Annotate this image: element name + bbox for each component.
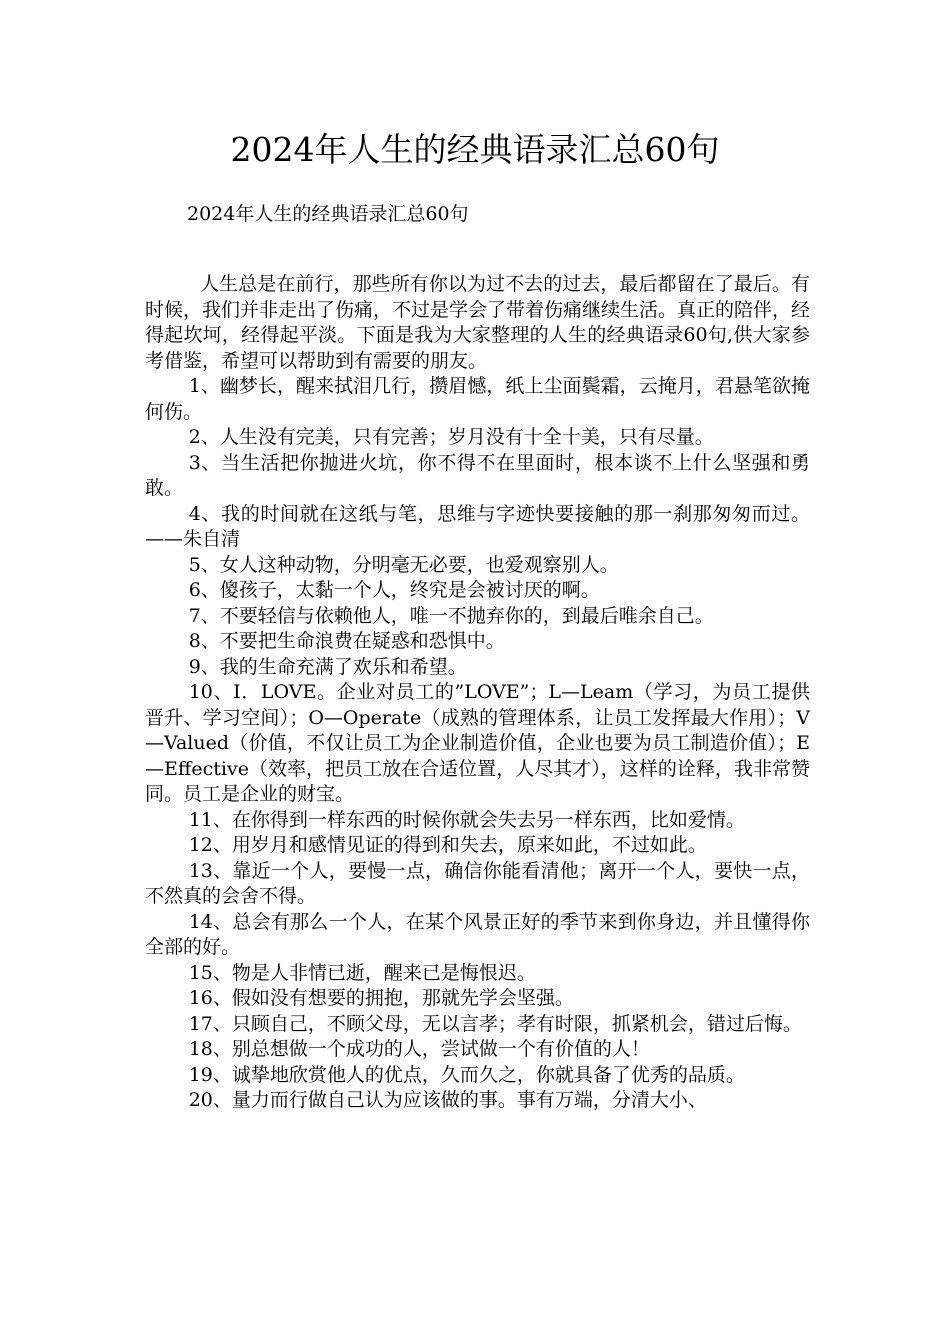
quote-paragraph: 20、量力而行做自己认为应该做的事。事有万端，分清大小、 (188, 1089, 707, 1111)
quote-paragraph: 14、总会有那么一个人，在某个风景正好的季节来到你身边，并且懂得你全部的好。 (145, 910, 810, 958)
quote-paragraph: 15、物是人非情已逝，醒来已是悔恨迟。 (188, 961, 536, 984)
quote-paragraph: 5、女人这种动物，分明毫无必要，也爱观察别人。 (188, 553, 619, 576)
quote-paragraph: 4、我的时间就在这纸与笔，思维与字迹快要接触的那一刹那匆匆而过。——朱自清 (145, 502, 810, 550)
document-title: 2024年人生的经典语录汇总60句 (230, 130, 720, 169)
document-body (145, 272, 810, 1114)
quote-paragraph: 9、我的生命充满了欢乐和希望。 (188, 655, 467, 678)
quote-paragraph: 17、只顾自己，不顾父母，无以言孝；孝有时限，抓紧机会，错过后悔。 (188, 1012, 802, 1035)
quote-paragraph: 1、幽梦长，醒来拭泪几行，攒眉憾，纸上尘面鬓霜，云掩月，君悬笔欲掩何伤。 (145, 375, 810, 423)
quote-paragraph: 11、在你得到一样东西的时候你就会失去另一样东西，比如爱情。 (188, 808, 745, 831)
quote-paragraph: 16、假如没有想要的拥抱，那就先学会坚强。 (188, 987, 574, 1009)
quote-paragraph: 19、诚挚地欣赏他人的优点，久而久之，你就具备了优秀的品质。 (188, 1063, 745, 1086)
quote-paragraph: 12、用岁月和感情见证的得到和失去，原来如此，不过如此。 (188, 834, 707, 856)
quote-paragraph: 10、I．LOVE。企业对员工的”LOVE”；L—Leam（学习，为员工提供晋升、学习空间）；O—Operate（成熟的管理体系，让员工发挥最大作用）；V—Valued（价值，不仅让员工为企业制造价值，企业也要为员工制造价值）；E—Effective（效率，把员工放在合适位置，人尽其才），这样的诠释，我非常赞同。员工是企业的财宝。 (145, 681, 810, 805)
quote-paragraph: 2、人生没有完美，只有完善；岁月没有十全十美，只有尽量。 (188, 426, 714, 448)
intro-paragraph: 人生总是在前行，那些所有你以为过不去的过去，最后都留在了最后。有时候，我们并非走出了伤痛，不过是学会了带着伤痛继续生活。真正的陪伴，经得起坎坷，经得起平淡。下面是我为大家整理的人生的经典语录60句,供大家参考借鉴，希望可以帮助到有需要的朋友。 (145, 273, 811, 372)
quote-paragraph: 13、靠近一个人，要慢一点，确信你能看清他；离开一个人，要快一点，不然真的会舍不得。 (145, 859, 810, 907)
quote-paragraph: 3、当生活把你抛进火坑，你不得不在里面时，根本谈不上什么坚强和勇敢。 (145, 451, 810, 499)
document-subtitle: 2024年人生的经典语录汇总60句 (187, 203, 469, 225)
quote-paragraph: 18、别总想做一个成功的人，尝试做一个有价值的人！ (188, 1038, 650, 1060)
quote-paragraph: 6、傻孩子，太黏一个人，终究是会被讨厌的啊。 (188, 579, 600, 601)
quote-paragraph: 7、不要轻信与依赖他人，唯一不抛弃你的，到最后唯余自己。 (188, 604, 714, 627)
quote-paragraph: 8、不要把生命浪费在疑惑和恐惧中。 (188, 630, 505, 652)
